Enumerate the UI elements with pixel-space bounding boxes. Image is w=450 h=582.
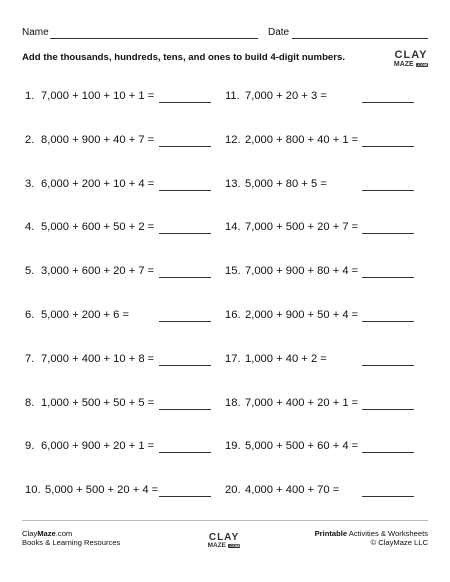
- problem-row: [225, 484, 340, 497]
- problem-row: [225, 133, 359, 146]
- problem-number: 18.: [225, 396, 241, 409]
- problem-expression: 7,000 + 400 + 10 + 8 =: [41, 352, 155, 365]
- problem-row: [225, 177, 327, 190]
- footer-site: [22, 529, 72, 538]
- name-line[interactable]: [50, 38, 258, 39]
- problem-number: 17.: [225, 352, 241, 365]
- problem-row: [25, 309, 130, 321]
- problem-row: [25, 133, 155, 146]
- problem-expression: 2,000 + 800 + 40 + 1 =: [245, 133, 359, 146]
- answer-blank[interactable]: [362, 321, 414, 322]
- problem-expression: 1,000 + 40 + 2 =: [245, 352, 327, 365]
- problem-expression: 3,000 + 600 + 20 + 7 =: [41, 265, 155, 278]
- answer-blank[interactable]: [159, 233, 211, 234]
- problem-number: 12.: [225, 133, 241, 146]
- problem-number: 15.: [225, 265, 241, 278]
- answer-blank[interactable]: [362, 365, 414, 366]
- instructions: Add the thousands, hundreds, tens, and ones to build 4-digit numbers.: [22, 52, 345, 63]
- problem-number: 4.: [25, 221, 35, 234]
- problem-number: 19.: [225, 440, 241, 453]
- answer-blank[interactable]: [159, 365, 211, 366]
- problem-expression: 5,000 + 500 + 20 + 4 =: [45, 484, 159, 497]
- problem-row: [225, 352, 327, 365]
- problem-row: [225, 265, 359, 278]
- footer-printable-bold: Printable: [314, 529, 348, 538]
- answer-blank[interactable]: [159, 190, 211, 191]
- problem-number: 6.: [25, 309, 35, 321]
- problem-number: 3.: [25, 177, 35, 190]
- problem-expression: 5,000 + 200 + 6 =: [41, 309, 130, 321]
- problem-expression: 5,000 + 500 + 60 + 4 =: [245, 440, 359, 453]
- problem-number: 7.: [25, 352, 35, 365]
- problem-number: 14.: [225, 221, 241, 234]
- problem-expression: 7,000 + 900 + 80 + 4 =: [245, 265, 359, 278]
- footer-logo: [208, 526, 240, 556]
- answer-blank[interactable]: [159, 146, 211, 147]
- footer-printable-rest: Activities & Worksheets: [347, 529, 428, 538]
- answer-blank[interactable]: [362, 496, 414, 497]
- problem-row: [25, 484, 159, 497]
- problem-expression: 7,000 + 100 + 10 + 1 =: [41, 90, 155, 102]
- problem-expression: 1,000 + 500 + 50 + 5 =: [41, 396, 155, 409]
- footer-tagline: Books & Learning Resources: [22, 538, 121, 547]
- logo-clay-text: CLAY: [394, 49, 428, 61]
- problem-number: 5.: [25, 265, 35, 278]
- problem-row: [25, 177, 155, 190]
- problem-number: 1.: [25, 90, 35, 102]
- problem-number: 16.: [225, 309, 241, 321]
- answer-blank[interactable]: [362, 409, 414, 410]
- answer-blank[interactable]: [362, 233, 414, 234]
- problem-expression: 7,000 + 500 + 20 + 7 =: [245, 221, 359, 234]
- footer-copyright: © ClayMaze LLC: [370, 538, 428, 547]
- problem-expression: 6,000 + 200 + 10 + 4 =: [41, 177, 155, 190]
- problem-number: 2.: [25, 133, 35, 146]
- footer-logo-maze-row: [208, 543, 241, 550]
- answer-blank[interactable]: [362, 146, 414, 147]
- problem-expression: 6,000 + 900 + 20 + 1 =: [41, 440, 155, 453]
- footer-printable: [315, 529, 428, 538]
- problem-row: [25, 90, 155, 102]
- problem-number: 13.: [225, 177, 241, 190]
- logo-badge: .COM: [416, 61, 428, 67]
- problem-row: [225, 309, 359, 321]
- answer-blank[interactable]: [362, 277, 414, 278]
- answer-blank[interactable]: [159, 496, 211, 497]
- date-line[interactable]: [292, 38, 428, 39]
- answer-blank[interactable]: [159, 321, 211, 322]
- problem-number: 11.: [225, 90, 240, 102]
- problem-row: [225, 396, 359, 409]
- problem-expression: 4,000 + 400 + 70 =: [245, 484, 340, 497]
- problem-row: [225, 221, 359, 234]
- claymaze-logo: [394, 44, 428, 74]
- problem-row: [25, 221, 155, 234]
- problem-expression: 5,000 + 600 + 50 + 2 =: [41, 221, 155, 234]
- problem-expression: 5,000 + 80 + 5 =: [245, 177, 327, 190]
- problem-row: [225, 90, 327, 102]
- name-label: Name: [22, 27, 49, 38]
- date-label: Date: [268, 27, 290, 38]
- problem-number: 8.: [25, 396, 35, 409]
- problem-row: [25, 440, 155, 453]
- answer-blank[interactable]: [159, 277, 211, 278]
- answer-blank[interactable]: [159, 409, 211, 410]
- footer-logo-maze: MAZE: [207, 541, 226, 549]
- footer-logo-badge: .COM: [228, 543, 240, 548]
- problem-row: [25, 352, 155, 365]
- footer-divider: [22, 520, 428, 521]
- logo-maze-text: MAZE: [393, 61, 414, 68]
- answer-blank[interactable]: [362, 190, 414, 191]
- answer-blank[interactable]: [362, 452, 414, 453]
- problem-expression: 8,000 + 900 + 40 + 7 =: [41, 133, 155, 146]
- problem-expression: 7,000 + 20 + 3 =: [245, 90, 327, 102]
- footer-site-bold: Maze: [37, 529, 56, 538]
- problem-expression: 2,000 + 900 + 50 + 4 =: [245, 309, 359, 321]
- logo-maze-row: [394, 61, 428, 68]
- problem-expression: 7,000 + 400 + 20 + 1 =: [245, 396, 359, 409]
- problem-row: [225, 440, 359, 453]
- answer-blank[interactable]: [159, 102, 211, 103]
- problem-row: [25, 396, 155, 409]
- problem-row: [25, 265, 155, 278]
- footer-site-prefix: Clay: [22, 529, 38, 538]
- answer-blank[interactable]: [362, 102, 414, 103]
- answer-blank[interactable]: [159, 452, 211, 453]
- footer-logo-clay: CLAY: [208, 531, 240, 543]
- problem-number: 9.: [25, 440, 35, 453]
- problem-number: 10.: [25, 484, 41, 497]
- problem-number: 20.: [225, 484, 241, 497]
- footer-site-suffix: .com: [55, 529, 73, 538]
